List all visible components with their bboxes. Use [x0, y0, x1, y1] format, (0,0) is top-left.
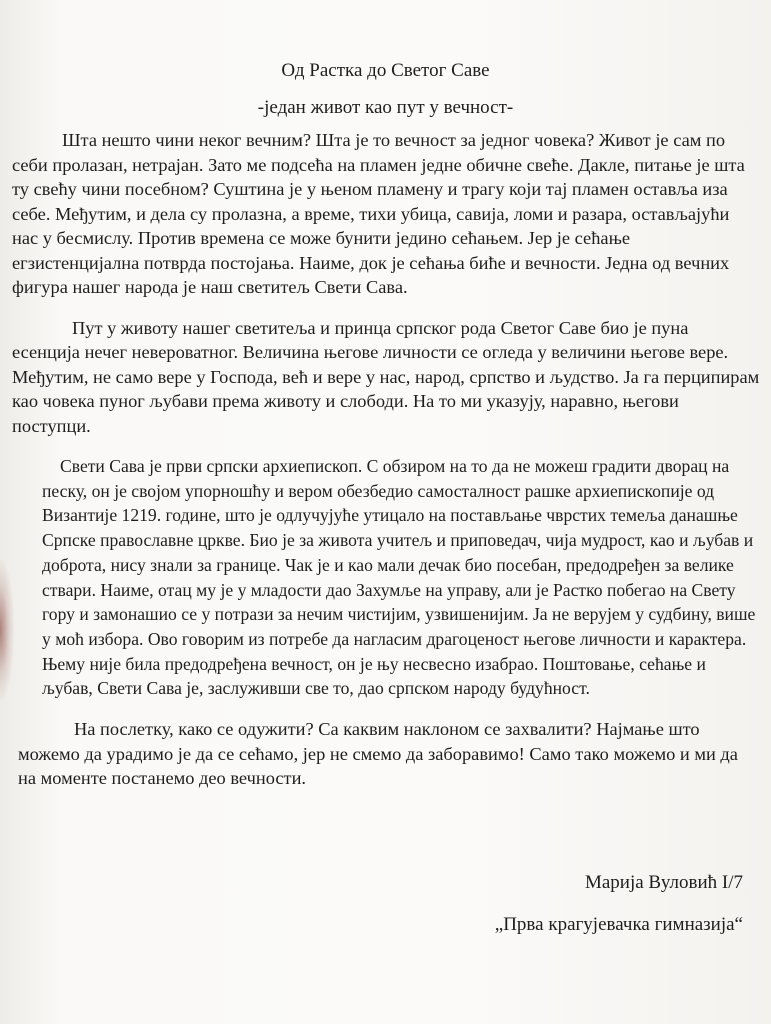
author-name: Марија Вуловић I/7 [584, 872, 743, 893]
school-name: „Прва крагујевачка гимназија“ [494, 914, 743, 935]
paragraph-2: Пут у животу нашег светитеља и принца српског рода Светог Саве био је пуна есенција нечег невероватног. Величина његове личности се огледа у величини његове вере. Међутим, не само вере у Господа, већ и вере у нас, народ, српство и људство. Ја га перципирам као човека пуног љубави према животу и слободи. На то ми указују, наравно, његови поступци. [12, 317, 760, 436]
paragraph-4: На послетку, како се одужити? Са каквим наклоном се захвалити? Најмање што можемо да урадимо је да се сећамо, јер не смемо да заборавимо! Само тако можемо и ми да на моменте постанемо део вечности. [18, 719, 738, 789]
document-title: Од Растка до Светог Саве [281, 60, 490, 81]
paragraph-1: Шта нешто чини неког вечним? Шта је то вечност за једног човека? Живот је сам по себи пролазан, нетрајан. Зато ме подсећа на пламен једне обичне свеће. Дакле, питање је шта ту свећу чини посебном? Суштина је у њеном пламену и трагу који тај пламен оставља иза себе. Међутим, и дела су пролазна, а време, тихи убица, савија, ломи и разара, остављајући нас у бесмислу. Против времена се може бунити једино сећањем. Јер је сећање егзистенцијална потврда постојања. Наиме, док је сећања биће и вечности. Једна од вечних фигура нашег народа је наш светитељ Свети Сава. [12, 130, 745, 297]
document-subtitle: -један живот као пут у вечност- [257, 97, 514, 118]
paragraph-3: Свети Сава је први српски архиепископ. С обзиром на то да не можеш градити дворац на песку, он је својом упорношћу и вером обезбедио самосталност рашке архиепископије од Византије 1219. године, што је одлучујуће утицало на постављање чврстих темеља данашње Српске православне цркве. Био је за живота учитељ и приповедач, чија мудрост, као и љубав и доброта, нису знали за границе. Чак је и као мали дечак био посебан, предодређен за велике ствари. Наиме, отац му је у младости дао Захумље на управу, али је Растко побегао на Свету гору и замонашио се у потрази за нечим чистијим, узвишенијим. Ја не верујем у судбину, више у моћ избора. Ово говорим из потребе да нагласим драгоценост његове личности и карактера. Њему није била предодређена вечност, он је њу несвесно изабрао. Поштовање, сећање и љубав, Свети Сава је, заслуживши све то, дао српском народу будућност. [42, 456, 756, 699]
essay-body [12, 128, 760, 807]
